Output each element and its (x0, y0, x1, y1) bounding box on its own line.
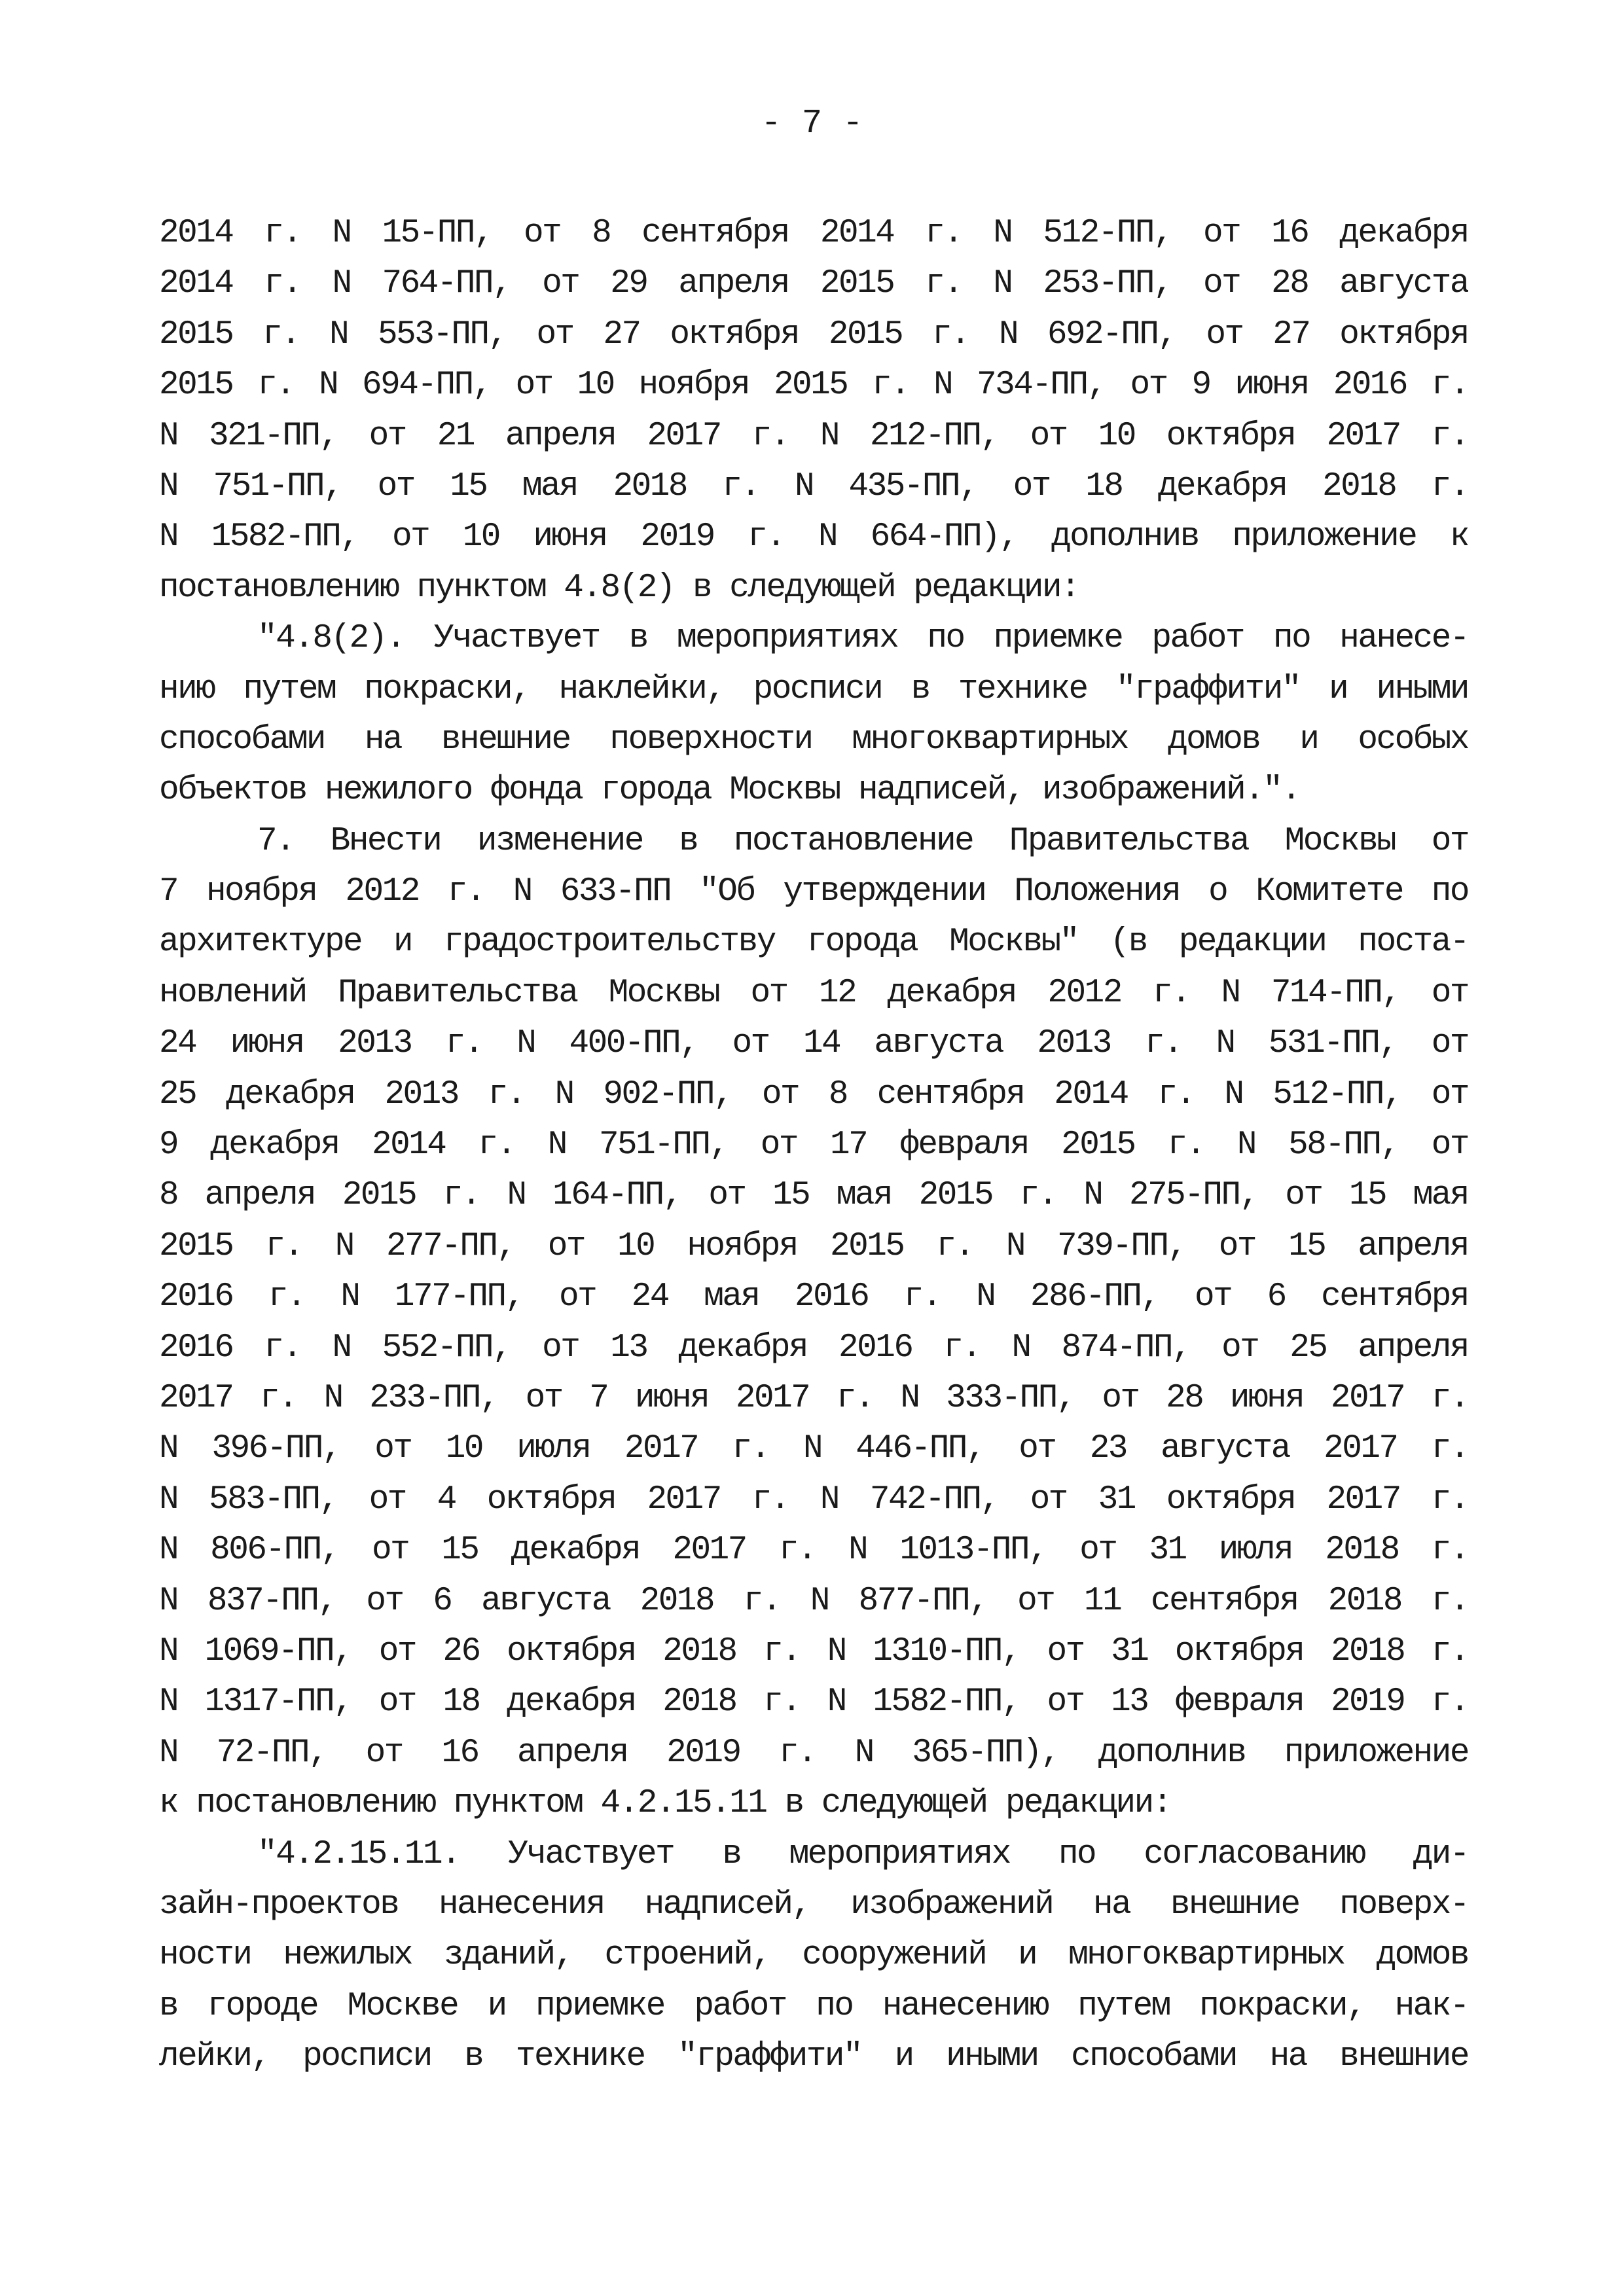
text-line: 2015 г. N 553-ПП, от 27 октября 2015 г. N 692-ПП, от 27 октября (159, 315, 1468, 353)
text-line: 2016 г. N 552-ПП, от 13 декабря 2016 г. N 874-ПП, от 25 апреля (159, 1329, 1468, 1367)
document-body (159, 208, 1468, 2082)
text-line: объектов нежилого фонда города Москвы надписей, изображений.". (159, 772, 1300, 810)
text-line: лейки, росписи в технике "граффити" и иными способами на внешние (159, 2038, 1468, 2076)
text-line: 2015 г. N 277-ПП, от 10 ноября 2015 г. N 739-ПП, от 15 апреля (159, 1227, 1468, 1265)
text-line: 2014 г. N 764-ПП, от 29 апреля 2015 г. N 253-ПП, от 28 августа (159, 265, 1468, 303)
text-line: архитектуре и градостроительству города Москвы" (в редакции поста- (159, 924, 1468, 961)
text-line: 2015 г. N 694-ПП, от 10 ноября 2015 г. N 734-ПП, от 9 июня 2016 г. (159, 367, 1468, 404)
text-line: 9 декабря 2014 г. N 751-ПП, от 17 февраля 2015 г. N 58-ПП, от (159, 1126, 1468, 1164)
text-line: в городе Москве и приемке работ по нанесению путем покраски, нак- (159, 1987, 1468, 2025)
text-line: ности нежилых зданий, строений, сооружений и многоквартирных домов (159, 1937, 1468, 1975)
text-line: 2016 г. N 177-ПП, от 24 мая 2016 г. N 286-ПП, от 6 сентября (159, 1278, 1468, 1316)
text-line: N 837-ПП, от 6 августа 2018 г. N 877-ПП, от 11 сентября 2018 г. (159, 1582, 1468, 1620)
text-line: зайн-проектов нанесения надписей, изображений на внешние поверх- (159, 1886, 1468, 1924)
text-line: нию путем покраски, наклейки, росписи в технике "граффити" и иными (159, 670, 1468, 708)
paragraph-first-line: 7. Внести изменение в постановление Правительства Москвы от (257, 822, 1468, 860)
text-line: N 1069-ПП, от 26 октября 2018 г. N 1310-ПП, от 31 октября 2018 г. (159, 1632, 1468, 1670)
text-line: N 806-ПП, от 15 декабря 2017 г. N 1013-ПП, от 31 июля 2018 г. (159, 1532, 1468, 1570)
text-line: 25 декабря 2013 г. N 902-ПП, от 8 сентября 2014 г. N 512-ПП, от (159, 1075, 1468, 1113)
text-line: 24 июня 2013 г. N 400-ПП, от 14 августа 2013 г. N 531-ПП, от (159, 1025, 1468, 1063)
text-line: N 1317-ПП, от 18 декабря 2018 г. N 1582-ПП, от 13 февраля 2019 г. (159, 1683, 1468, 1721)
page-number: - 7 - (761, 104, 863, 143)
text-line: N 1582-ПП, от 10 июня 2019 г. N 664-ПП), дополнив приложение к (159, 518, 1468, 556)
text-line: N 321-ПП, от 21 апреля 2017 г. N 212-ПП, от 10 октября 2017 г. (159, 417, 1468, 455)
text-line: 2014 г. N 15-ПП, от 8 сентября 2014 г. N 512-ПП, от 16 декабря (159, 215, 1468, 252)
text-line: 2017 г. N 233-ПП, от 7 июня 2017 г. N 333-ПП, от 28 июня 2017 г. (159, 1379, 1468, 1417)
text-line: N 396-ПП, от 10 июля 2017 г. N 446-ПП, от 23 августа 2017 г. (159, 1430, 1468, 1468)
paragraph-first-line: "4.8(2). Участвует в мероприятиях по приемке работ по нанесе- (257, 620, 1468, 658)
text-line: N 751-ПП, от 15 мая 2018 г. N 435-ПП, от 18 декабря 2018 г. (159, 467, 1468, 505)
text-line: N 72-ПП, от 16 апреля 2019 г. N 365-ПП), дополнив приложение (159, 1734, 1468, 1772)
paragraph-first-line: "4.2.15.11. Участвует в мероприятиях по согласованию ди- (257, 1835, 1468, 1873)
text-line: к постановлению пунктом 4.2.15.11 в следующей редакции: (159, 1785, 1171, 1823)
text-line: новлений Правительства Москвы от 12 декабря 2012 г. N 714-ПП, от (159, 974, 1468, 1012)
text-line: способами на внешние поверхности многоквартирных домов и особых (159, 721, 1468, 759)
text-line: 7 ноября 2012 г. N 633-ПП "Об утверждении Положения о Комитете по (159, 873, 1468, 911)
text-line: постановлению пунктом 4.8(2) в следующей редакции: (159, 569, 1079, 607)
text-line: 8 апреля 2015 г. N 164-ПП, от 15 мая 2015 г. N 275-ПП, от 15 мая (159, 1177, 1468, 1215)
text-line: N 583-ПП, от 4 октября 2017 г. N 742-ПП, от 31 октября 2017 г. (159, 1480, 1468, 1518)
